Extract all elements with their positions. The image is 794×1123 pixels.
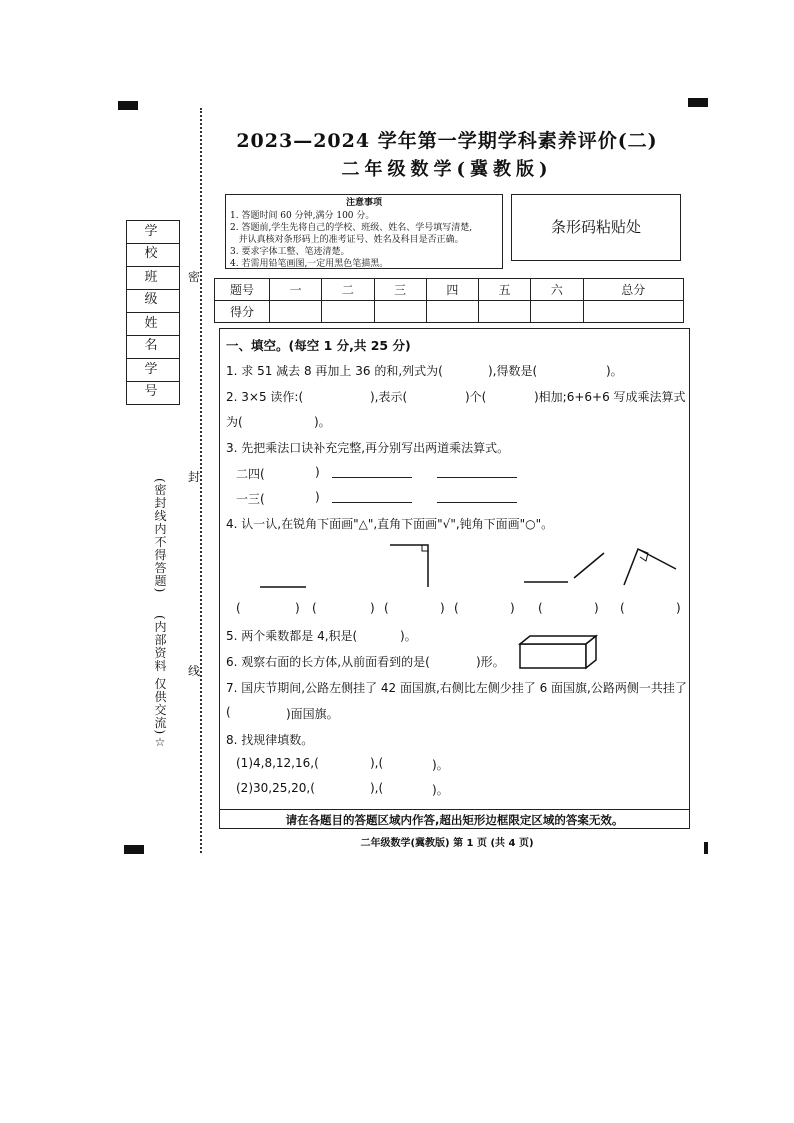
score-cell[interactable] [322, 301, 374, 323]
q8-row2-b: ),( [370, 781, 384, 795]
seal-note: (密封线内不得答题) [153, 478, 167, 594]
score-cell[interactable] [270, 301, 322, 323]
notice-item: 1. 答题时间 60 分钟,满分 100 分。 [230, 211, 375, 221]
q3-row1-close: ) [315, 465, 320, 479]
q7-text-b: ( [226, 705, 231, 719]
angle-figures [220, 535, 688, 595]
q4-paren-1: ( [236, 601, 241, 615]
angle-figure-2 [390, 545, 428, 587]
score-header-cell: 四 [426, 279, 478, 301]
q4-text: 4. 认一认,在锐角下面画"△",直角下面画"√",钝角下面画"○"。 [226, 517, 554, 531]
notice-item: 4. 若需用铅笔画图,一定用黑色笔描黑。 [230, 259, 389, 269]
q4-paren-6: ( [620, 601, 625, 615]
seal-char-xian: 线 [188, 660, 200, 681]
q8-row2-a: (2)30,25,20,( [236, 781, 315, 795]
q8-row1-b: ),( [370, 756, 384, 770]
angle-figure-3 [524, 553, 604, 582]
seal-char-feng: 封 [188, 466, 200, 487]
q4-paren-3-close: ) [440, 601, 445, 615]
notice-item: 并认真核对条形码上的准考证号、姓名及科目是否正确。 [230, 235, 464, 245]
q2-text-a: 2. 3×5 读作:( [226, 390, 304, 404]
score-header-cell: 六 [531, 279, 583, 301]
q2-text-c: )个( [465, 390, 487, 404]
q5-text-b: )。 [400, 629, 417, 643]
q1-text-b: ),得数是( [488, 364, 538, 378]
q3-row2-label: 一三( [236, 492, 265, 506]
q3-row1-blank-2[interactable] [437, 477, 517, 478]
score-table [214, 278, 684, 323]
score-header-cell: 一 [270, 279, 322, 301]
exam-title: 2023—2024 学年第一学期学科素养评价(二) [236, 130, 658, 152]
score-cell[interactable] [479, 301, 531, 323]
registration-mark-top-right [688, 98, 708, 107]
q7-text-c: )面国旗。 [286, 707, 339, 721]
q2-text-d: )相加;6+6+6 写成乘法算式 [534, 390, 686, 404]
notice-item: 3. 要求字体工整、笔迹清楚。 [230, 247, 350, 257]
q4-paren-1-close: ) [295, 601, 300, 615]
q3-text: 3. 先把乘法口诀补充完整,再分别写出两道乘法算式。 [226, 441, 510, 455]
q4-paren-3: ( [384, 601, 389, 615]
field-school-label: 学校 [127, 221, 179, 244]
exam-subtitle: 二年级数学(冀教版) [341, 159, 553, 180]
q8-text: 8. 找规律填数。 [226, 733, 314, 747]
q8-row1-a: (1)4,8,12,16,( [236, 756, 319, 770]
q4-paren-5-close: ) [594, 601, 599, 615]
score-header-cell: 总分 [583, 279, 684, 301]
q4-paren-2-close: ) [370, 601, 375, 615]
q4-paren-5: ( [538, 601, 543, 615]
score-table-header-row [215, 279, 684, 301]
q6-text-a: 6. 观察右面的长方体,从前面看到的是( [226, 655, 430, 669]
q8-row2-c: )。 [432, 783, 449, 797]
score-cell[interactable] [583, 301, 684, 323]
student-info-box [126, 220, 180, 405]
internal-note: (内部资料 仅供交流)☆ [153, 615, 167, 751]
score-cell[interactable] [374, 301, 426, 323]
notice-heading: 注意事项 [345, 198, 382, 208]
q1-text-a: 1. 求 51 减去 8 再加上 36 的和,列式为( [226, 364, 443, 378]
q2-text-e: 为( [226, 415, 243, 429]
q3-row1-blank-1[interactable] [332, 477, 412, 478]
q3-row2-blank-2[interactable] [437, 502, 517, 503]
seal-line [200, 108, 202, 853]
notice-box [225, 194, 503, 269]
score-table-score-row [215, 301, 684, 323]
q2-text-b: ),表示( [370, 390, 408, 404]
q5-text-a: 5. 两个乘数都是 4,积是( [226, 629, 358, 643]
score-cell[interactable] [426, 301, 478, 323]
field-class-label: 班级 [127, 267, 179, 290]
q7-text-a: 7. 国庆节期间,公路左侧挂了 42 面国旗,右侧比左侧少挂了 6 面国旗,公路两侧一共挂了 [226, 681, 687, 695]
q4-paren-6-close: ) [676, 601, 681, 615]
score-cell[interactable] [531, 301, 583, 323]
angle-figure-4 [624, 549, 676, 585]
page-footer: 二年级数学(冀教版) 第 1 页 (共 4 页) [360, 838, 534, 849]
answer-area-footnote: 请在各题目的答题区域内作答,超出矩形边框限定区域的答案无效。 [219, 809, 690, 830]
score-header-cell: 五 [479, 279, 531, 301]
barcode-area: 条形码粘贴处 [511, 194, 681, 261]
cuboid-figure [518, 634, 600, 670]
q8-row1-c: )。 [432, 758, 449, 772]
seal-char-mi: 密 [188, 266, 200, 287]
field-name-label: 姓名 [127, 313, 179, 336]
q3-row2-blank-1[interactable] [332, 502, 412, 503]
q1-text-c: )。 [606, 364, 623, 378]
q4-paren-4: ( [454, 601, 459, 615]
field-number-label: 学号 [127, 359, 179, 382]
score-header-cell: 题号 [215, 279, 270, 301]
score-row-label: 得分 [215, 301, 270, 323]
q3-row2-close: ) [315, 490, 320, 504]
q2-text-f: )。 [314, 415, 331, 429]
q3-row1-label: 二四( [236, 467, 265, 481]
q6-text-b: )形。 [476, 655, 505, 669]
notice-item: 2. 答题前,学生先将自己的学校、班级、姓名、学号填写清楚, [230, 223, 473, 233]
score-header-cell: 二 [322, 279, 374, 301]
q4-paren-4-close: ) [510, 601, 515, 615]
q4-paren-2: ( [312, 601, 317, 615]
registration-mark-top-left [118, 101, 138, 110]
score-header-cell: 三 [374, 279, 426, 301]
section-heading: 一、填空。(每空 1 分,共 25 分) [226, 338, 411, 353]
